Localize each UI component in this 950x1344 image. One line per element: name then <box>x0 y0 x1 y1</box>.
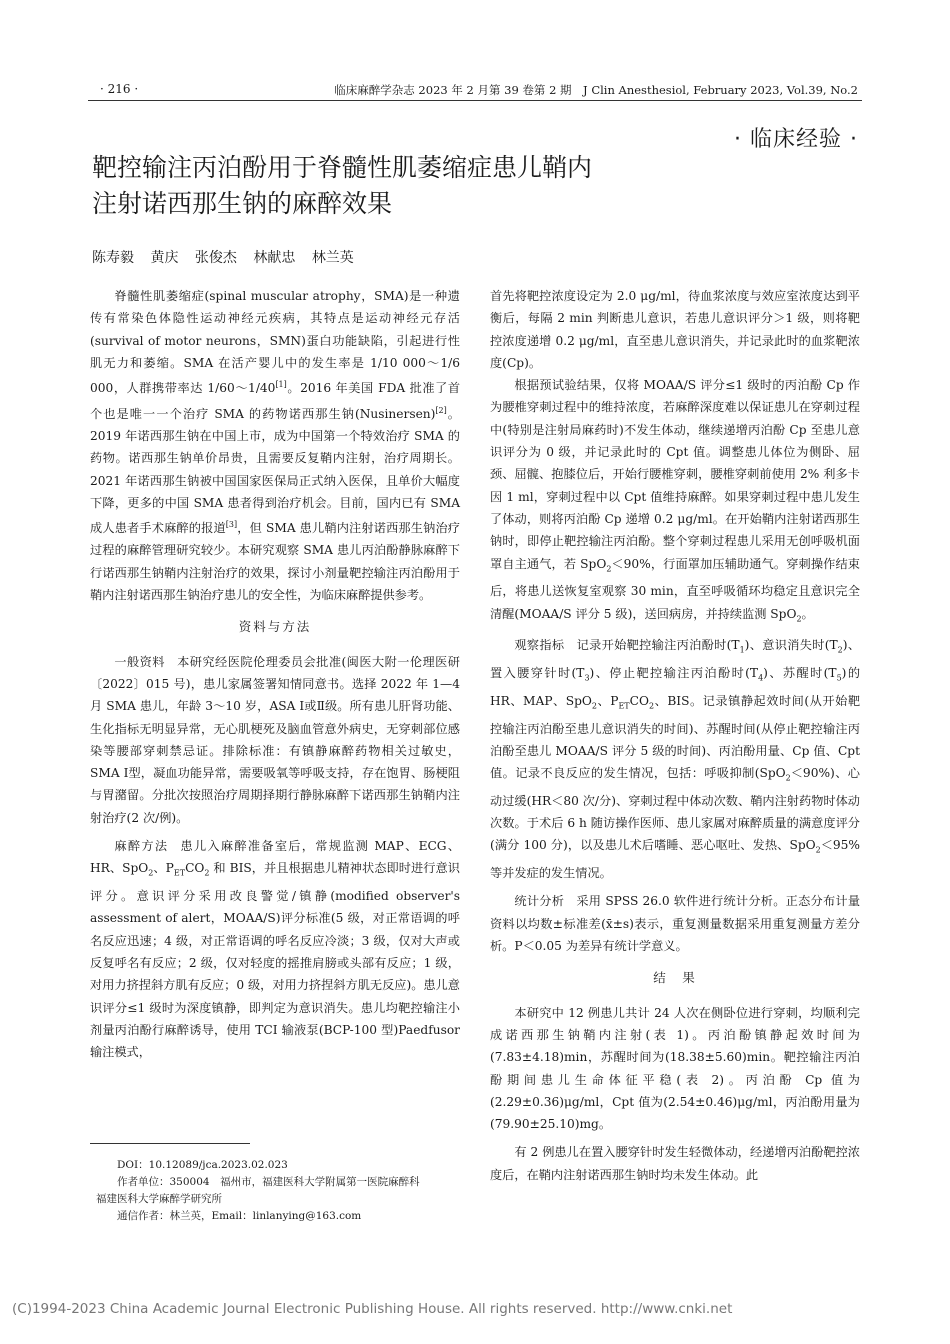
statistics-paragraph: 统计分析 采用 SPSS 26.0 软件进行统计分析。正态分布计量资料以均数±标准差(x̄±s)表示，重复测量数据采用重复测量方差分析。P＜0.05 为差异有统计学意义。 <box>490 894 861 954</box>
author: 陈寿毅 <box>92 250 134 266</box>
section-heading-results: 结 果 <box>653 970 697 986</box>
author: 张俊杰 <box>194 250 237 266</box>
paragraph-lead: 观察指标 <box>514 638 565 653</box>
author-affiliation: 作者单位：350004 福州市，福建医科大学附属第一医院麻醉科 <box>117 1176 420 1188</box>
paragraph-lead: 麻醉方法 <box>114 839 169 854</box>
body-paragraph: 首先将靶控浓度设定为 2.0 μg/ml，待血浆浓度与效应室浓度达到平衡后，每隔 2 min 判断患儿意识，若患儿意识评分＞1 级，则将靶控浓度递增 0.2 μg/ml，直至患儿意识消失，并记录此时的血浆靶浓度(Cp)。 <box>490 289 860 370</box>
section-heading-methods: 资料与方法 <box>238 619 312 635</box>
page-number: · 216 · <box>100 82 139 96</box>
body-paragraph: 根据预试验结果，仅将 MOAA/S 评分≤1 级时的丙泊酚 Cp 作为腰椎穿刺过程中的维持浓度，若麻醉深度难以保证患儿在穿刺过程中(特别是注射局麻药时)不发生体动，继续递增丙泊酚 Cp 至患儿意识评分为 0 级，并记录此时的 Cpt 值。调整患儿体位为侧卧、屈颈、屈髋、抱膝位后，开始行腰椎穿刺，腰椎穿刺前使用 2% 利多卡因 1 ml，穿刺过程中以 Cpt 值维持麻醉。如果穿刺过程中患儿发生了体动，则将丙泊酚 Cp 递增 0.2 μg/ml。在开始鞘内注射诺西那生钠时，即停止靶控输注丙泊酚。整个穿刺过程患儿采用无创呼吸机面罩自主通气，若 SpO$_2$＜90%，行面罩加压辅助通气。穿刺操作结束后，将患儿送恢复室观察 30 min，直至呼吸循环均稳定且意识完全清醒(MOAA/S 评分 5 级)，送回病房，并持续监测 SpO$_2$。 <box>490 378 860 624</box>
results-paragraph: 本研究中 12 例患儿共计 24 人次在侧卧位进行穿刺，均顺利完成诺西那生钠鞘内注射(表 1)。丙泊酚镇静起效时间为(7.83±4.18)min，苏醒时间为(18.38±5.60)min。靶控输注丙泊酚期间患儿生命体征平稳(表 2)。丙泊酚 Cp 值为(2.29±0.36)μg/ml，Cpt 值为(2.54±0.46)μg/ml，丙泊酚用量为(79.90±25.10)mg。 <box>490 1005 860 1132</box>
results-paragraph: 有 2 例患儿在置入腰穿针时发生轻微体动，经递增丙泊酚靶控浓度后，在鞘内注射诺西那生钠时均未发生体动。此 <box>490 1145 860 1182</box>
author-list <box>92 247 366 267</box>
journal-header: 临床麻醉学杂志 2023 年 2 月第 39 卷第 2 期 J Clin Anesthesiol, February 2023, Vol.39, No.2 <box>334 83 858 97</box>
author: 林兰英 <box>311 250 354 266</box>
section-tag: · 临床经验 · <box>734 127 858 152</box>
header-rule <box>88 100 862 101</box>
footnote-rule <box>90 1143 250 1144</box>
paragraph-lead: 统计分析 <box>514 894 565 909</box>
author: 黄庆 <box>150 250 179 266</box>
citation[interactable]: [3] <box>225 520 238 530</box>
footnotes <box>96 1157 466 1225</box>
doi[interactable]: DOI：10.12089/jca.2023.02.023 <box>117 1159 288 1171</box>
author-affiliation-cont: 福建医科大学麻醉学研究所 <box>96 1193 222 1205</box>
copyright-watermark: (C)1994-2023 China Academic Journal Electronic Publishing House. All rights reserved. http://www.cnki.net <box>12 1301 733 1317</box>
article-title <box>92 150 732 222</box>
paragraph-lead: 一般资料 <box>114 654 165 669</box>
general-data-paragraph: 一般资料 本研究经医院伦理委员会批准(闽医大附一伦理医研〔2022〕015 号)，患儿家属签署知情同意书。选择 2022 年 1—4 月 SMA 患儿，年龄 3～10 岁，ASA Ⅰ或Ⅱ级。所有患儿肝肾功能、生化指标无明显异常，无心肌梗死及脑血管意外病史，无穿刺部位感染等腰部穿刺禁忌证。排除标准：有镇静麻醉药物相关过敏史，SMA Ⅰ型，凝血功能异常，需要吸氧等呼吸支持，存在饱胃、肠梗阻与胃潴留。分批次按照治疗周期择期行静脉麻醉下诺西那生钠鞘内注射治疗(2 次/例)。 <box>90 654 460 825</box>
left-column <box>90 285 460 1063</box>
intro-paragraph: 脊髓性肌萎缩症(spinal muscular atrophy，SMA)是一种遗传有常染色体隐性运动神经元疾病，其特点是运动神经元存活(survival of motor neurons，SMN)蛋白功能缺陷，引起进行性肌无力和萎缩。SMA 在活产婴儿中的发生率是 1/10 000～1/6 000，人群携带率达 1/60～1/40[1]。2016 年美国 FDA 批准了首个也是唯一一个治疗 SMA 的药物诺西那生钠(Nusinersen)[2]。2019 年诺西那生钠在中国上市，成为中国第一个特效治疗 SMA 的药物。诺西那生钠单价昂贵，且需要反复鞘内注射，治疗周期长。2021 年诺西那生钠被中国国家医保局正式纳入医保，且单价大幅度下降，更多的中国 SMA 患者得到治疗机会。目前，国内已有 SMA 成人患者手术麻醉的报道[3]，但 SMA 患儿鞘内注射诺西那生钠治疗过程的麻醉管理研究较少。本研究观察 SMA 患儿丙泊酚静脉麻醉下行诺西那生钠鞘内注射治疗的效果，探讨小剂量靶控输注丙泊酚用于鞘内注射诺西那生钠治疗患儿的安全性，为临床麻醉提供参考。 <box>90 289 461 603</box>
citation[interactable]: [1] <box>275 380 287 390</box>
author: 林献忠 <box>253 250 296 266</box>
title-line: 注射诺西那生钠的麻醉效果 <box>92 189 393 218</box>
right-column <box>490 285 860 1186</box>
citation[interactable]: [2] <box>435 405 447 415</box>
observation-paragraph: 观察指标 记录开始靶控输注丙泊酚时$(T_1)$、意识消失时$(T_2)$、置入腰穿针时$(T_3)$、停止靶控输注丙泊酚时$(T_4)$、苏醒时$(T_5)$的 HR、MAP、SpO$_2$、$P_{ET}CO_2$、BIS。记录镇静起效时间(从开始靶控输注丙泊酚至患儿意识消失的时间)、苏醒时间(从停止靶控输注丙泊酚至患儿 MOAA/S 评分 5 级的时间)、丙泊酚用量、Cp 值、Cpt 值。记录不良反应的发生情况，包括：呼吸抑制(SpO$_2$＜90%)、心动过缓(HR＜80 次/分)、穿刺过程中体动次数、鞘内注射药物时体动次数。于术后 6 h 随访操作医师、患儿家属对麻醉质量的满意度评分(满分 100 分)，以及患儿术后嗜睡、恶心呕吐、发热、SpO$_2$＜95%等并发症的发生情况。 <box>490 638 861 881</box>
title-line: 靶控输注丙泊酚用于脊髓性肌萎缩症患儿鞘内 <box>92 153 593 182</box>
anesthesia-method-paragraph: 麻醉方法 患儿入麻醉准备室后，常规监测 MAP、ECG、HR、SpO$_2$、$P_{ET}CO_2$ 和 BIS，并且根据患儿精神状态即时进行意识评分。意识评分采用改良警觉/镇静(modified observer's assessment of alert，MOAA/S)评分标准(5 级，对正常语调的呼名反应迅速；4 级，对正常语调的呼名反应冷淡；3 级，仅对大声或反复呼名有反应；2 级，仅对轻度的摇推肩膀或头部有反应；1 级，对用力挤捏斜方肌有反应；0 级，对用力挤捏斜方肌无反应)。患儿意识评分≤1 级时为深度镇静，即判定为意识消失。患儿均靶控输注小剂量丙泊酚行麻醉诱导，使用 TCI 输液泵(BCP-100 型)Paedfusor 输注模式， <box>90 839 460 1060</box>
corresponding-author: 通信作者：林兰英，Email：linlanying@163.com <box>117 1210 362 1222</box>
